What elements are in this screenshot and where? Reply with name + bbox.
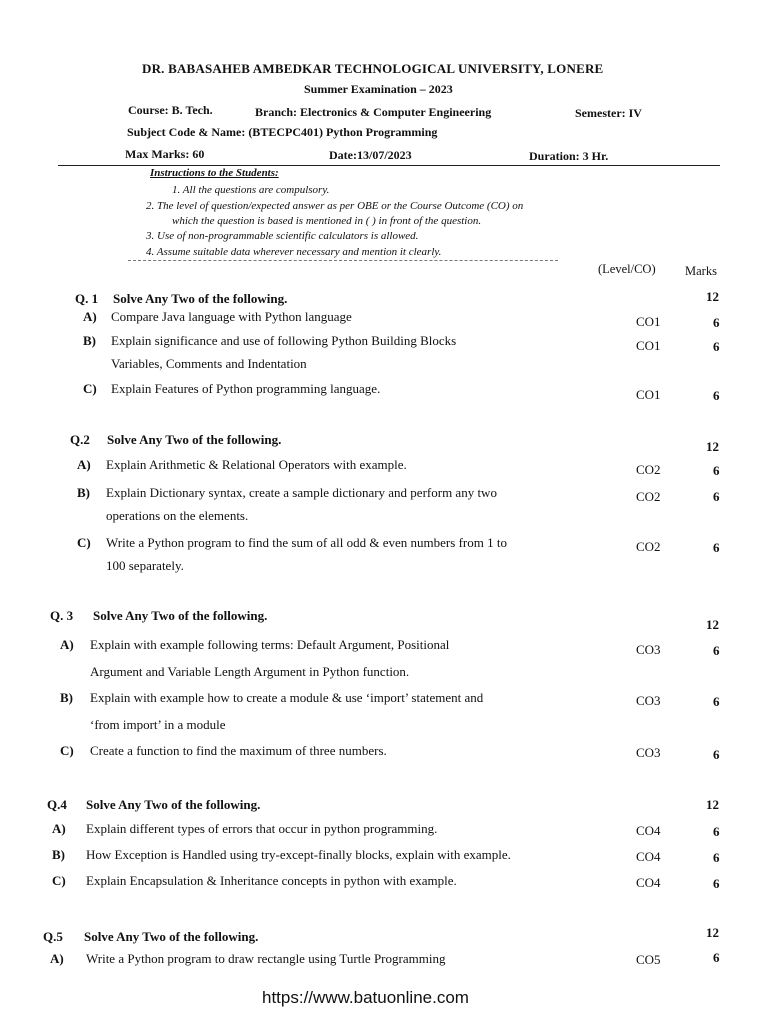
question-total-marks: 12 — [706, 439, 719, 454]
sub-question-marks: 6 — [713, 339, 720, 354]
sub-question-text: ‘from import’ in a module — [90, 717, 226, 732]
sub-question-letter: A) — [60, 637, 74, 652]
instructions-rule — [128, 260, 558, 261]
course-outcome: CO3 — [636, 745, 661, 760]
level-co-column-header: (Level/CO) — [598, 262, 656, 276]
question-total-marks: 12 — [706, 797, 719, 812]
instruction-item: 2. The level of question/expected answer as per OBE or the Course Outcome (CO) on — [146, 200, 524, 212]
question-title: Solve Any Two of the following. — [84, 929, 259, 944]
sub-question-letter: A) — [52, 821, 66, 836]
exam-date-label: Date:13/07/2023 — [329, 148, 412, 162]
question-title: Solve Any Two of the following. — [107, 432, 282, 447]
instruction-item: 3. Use of non-programmable scientific calculators is allowed. — [146, 230, 419, 242]
sub-question-text: Compare Java language with Python language — [111, 309, 352, 324]
sub-question-text: Explain with example how to create a module & use ‘import’ statement and — [90, 690, 484, 705]
sub-question-marks: 6 — [713, 876, 720, 891]
sub-question-marks: 6 — [713, 489, 720, 504]
sub-question-marks: 6 — [713, 643, 720, 658]
sub-question-letter: C) — [83, 381, 97, 396]
course-outcome: CO4 — [636, 849, 661, 864]
sub-question-text: Write a Python program to draw rectangle using Turtle Programming — [86, 951, 446, 966]
course-outcome: CO4 — [636, 823, 661, 838]
duration-label: Duration: 3 Hr. — [529, 149, 609, 163]
question-total-marks: 12 — [706, 617, 719, 632]
question-number: Q.5 — [43, 929, 63, 944]
sub-question-marks: 6 — [713, 950, 720, 965]
sub-question-letter: B) — [60, 690, 73, 705]
marks-column-header: Marks — [685, 264, 717, 278]
sub-question-text: Explain Features of Python programming language. — [111, 381, 381, 396]
course-outcome: CO2 — [636, 462, 661, 477]
sub-question-marks: 6 — [713, 694, 720, 709]
sub-question-letter: A) — [50, 951, 64, 966]
sub-question-text: Write a Python program to find the sum of all odd & even numbers from 1 to — [106, 535, 507, 550]
sub-question-text: Argument and Variable Length Argument in Python function. — [90, 664, 410, 679]
question-total-marks: 12 — [706, 925, 719, 940]
sub-question-marks: 6 — [713, 463, 720, 478]
instruction-item: which the question is based is mentioned in ( ) in front of the question. — [172, 215, 482, 227]
question-title: Solve Any Two of the following. — [93, 608, 268, 623]
course-outcome: CO2 — [636, 489, 661, 504]
course-outcome: CO3 — [636, 693, 661, 708]
question-total-marks: 12 — [706, 289, 719, 304]
sub-question-text: Explain Dictionary syntax, create a sample dictionary and perform any two — [106, 485, 497, 500]
sub-question-letter: A) — [83, 309, 97, 324]
branch-label: Branch: Electronics & Computer Engineering — [255, 105, 492, 119]
course-outcome: CO1 — [636, 387, 661, 402]
sub-question-letter: C) — [52, 873, 66, 888]
sub-question-letter: C) — [77, 535, 91, 550]
question-number: Q.4 — [47, 797, 67, 812]
sub-question-text: Explain with example following terms: Default Argument, Positional — [90, 637, 450, 652]
sub-question-text: Explain significance and use of following Python Building Blocks — [111, 333, 457, 348]
sub-question-text: 100 separately. — [106, 558, 184, 573]
sub-question-text: Explain Encapsulation & Inheritance concepts in python with example. — [86, 873, 457, 888]
course-outcome: CO1 — [636, 338, 661, 353]
max-marks-label: Max Marks: 60 — [125, 147, 205, 161]
course-label: Course: B. Tech. — [128, 103, 213, 117]
sub-question-marks: 6 — [713, 824, 720, 839]
course-outcome: CO1 — [636, 314, 661, 329]
sub-question-text: Variables, Comments and Indentation — [111, 356, 307, 371]
course-outcome: CO3 — [636, 642, 661, 657]
sub-question-marks: 6 — [713, 850, 720, 865]
sub-question-text: operations on the elements. — [106, 508, 249, 523]
sub-question-letter: B) — [83, 333, 96, 348]
sub-question-text: Create a function to find the maximum of three numbers. — [90, 743, 387, 758]
university-name: DR. BABASAHEB AMBEDKAR TECHNOLOGICAL UNIVERSITY, LONERE — [142, 61, 604, 76]
sub-question-letter: A) — [77, 457, 91, 472]
header-rule — [58, 165, 720, 166]
course-outcome: CO4 — [636, 875, 661, 890]
semester-label: Semester: IV — [575, 106, 642, 120]
instruction-item: 4. Assume suitable data wherever necessary and mention it clearly. — [146, 246, 442, 258]
subject-label: Subject Code & Name: (BTECPC401) Python Programming — [127, 125, 438, 139]
question-number: Q.2 — [70, 432, 90, 447]
sub-question-text: Explain different types of errors that occur in python programming. — [86, 821, 438, 836]
course-outcome: CO5 — [636, 952, 661, 967]
sub-question-marks: 6 — [713, 315, 720, 330]
question-title: Solve Any Two of the following. — [86, 797, 261, 812]
sub-question-text: How Exception is Handled using try-except-finally blocks, explain with example. — [86, 847, 511, 862]
sub-question-marks: 6 — [713, 540, 720, 555]
footer-url[interactable]: https://www.batuonline.com — [262, 988, 469, 1007]
question-title: Solve Any Two of the following. — [113, 291, 288, 306]
sub-question-letter: B) — [77, 485, 90, 500]
sub-question-letter: B) — [52, 847, 65, 862]
question-number: Q. 1 — [75, 291, 99, 306]
question-number: Q. 3 — [50, 608, 74, 623]
sub-question-letter: C) — [60, 743, 74, 758]
instructions-title: Instructions to the Students: — [150, 167, 279, 179]
course-outcome: CO2 — [636, 539, 661, 554]
instruction-item: 1. All the questions are compulsory. — [172, 184, 330, 196]
sub-question-marks: 6 — [713, 747, 720, 762]
sub-question-text: Explain Arithmetic & Relational Operators with example. — [106, 457, 407, 472]
sub-question-marks: 6 — [713, 388, 720, 403]
exam-session: Summer Examination – 2023 — [304, 82, 453, 96]
